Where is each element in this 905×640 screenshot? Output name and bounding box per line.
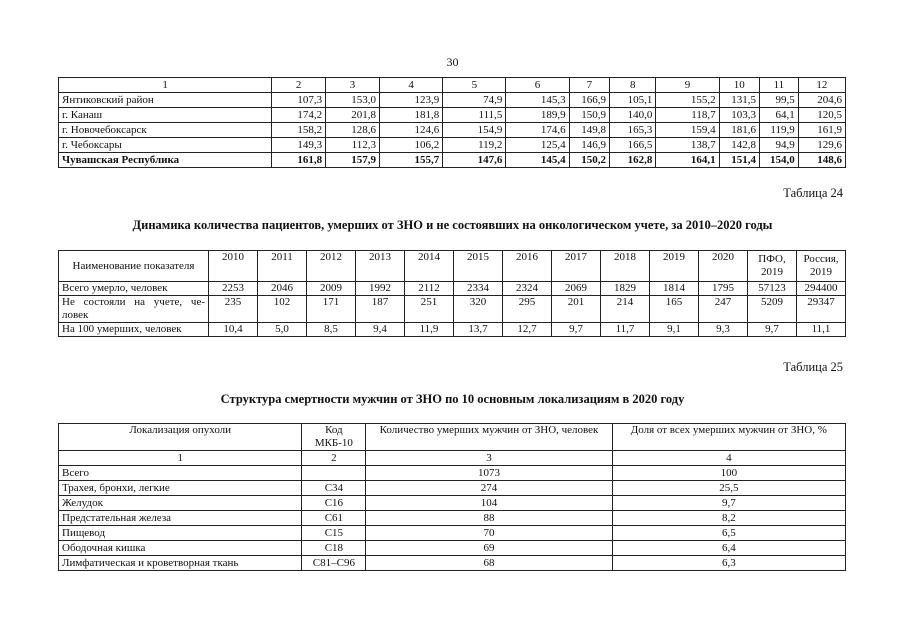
value-cell: 145,3 [506, 93, 569, 108]
header-row [59, 251, 846, 282]
localization-cell: Ободочная кишка [59, 541, 302, 556]
count-cell: 70 [366, 526, 612, 541]
column-header-cell: 2016 [503, 251, 552, 282]
share-cell: 9,7 [612, 496, 845, 511]
value-cell: 102 [258, 296, 307, 323]
value-cell: 214 [601, 296, 650, 323]
value-cell: 295 [503, 296, 552, 323]
value-cell: 57123 [748, 282, 797, 296]
column-header-cell: 2010 [209, 251, 258, 282]
row-label-cell: г. Чебоксары [59, 138, 272, 153]
value-cell: 294400 [797, 282, 846, 296]
table-25-label: Таблица 25 [783, 360, 843, 374]
count-cell: 1073 [366, 466, 612, 481]
value-cell: 9,4 [356, 323, 405, 337]
value-cell: 166,5 [610, 138, 656, 153]
value-cell: 118,7 [656, 108, 719, 123]
count-cell: 104 [366, 496, 612, 511]
value-cell: 119,2 [443, 138, 506, 153]
value-cell: 235 [209, 296, 258, 323]
column-number-cell: 4 [612, 451, 845, 466]
value-cell: 112,3 [326, 138, 380, 153]
value-cell: 128,6 [326, 123, 380, 138]
column-number-cell: 8 [610, 78, 656, 93]
value-cell: 157,9 [326, 153, 380, 168]
value-cell: 142,8 [719, 138, 759, 153]
share-cell: 100 [612, 466, 845, 481]
value-cell: 9,1 [650, 323, 699, 337]
value-cell: 174,6 [506, 123, 569, 138]
row-label-cell: Не состояли на учете, че-ловек [59, 296, 209, 323]
value-cell: 9,3 [699, 323, 748, 337]
column-header-cell: 2017 [552, 251, 601, 282]
total-row [59, 153, 846, 168]
value-cell: 140,0 [610, 108, 656, 123]
value-cell: 251 [405, 296, 454, 323]
count-cell: 88 [366, 511, 612, 526]
row-label-cell: На 100 умерших, человек [59, 323, 209, 337]
table-row [59, 93, 846, 108]
column-number-cell: 10 [719, 78, 759, 93]
value-cell: 2334 [454, 282, 503, 296]
value-cell: 124,6 [379, 123, 442, 138]
value-cell: 165 [650, 296, 699, 323]
value-cell: 2009 [307, 282, 356, 296]
value-cell: 181,6 [719, 123, 759, 138]
row-label-cell: Чувашская Республика [59, 153, 272, 168]
column-number-cell: 1 [59, 78, 272, 93]
value-cell: 103,3 [719, 108, 759, 123]
value-cell: 159,4 [656, 123, 719, 138]
column-number-cell: 1 [59, 451, 302, 466]
value-cell: 155,7 [379, 153, 442, 168]
value-cell: 12,7 [503, 323, 552, 337]
column-header-cell: Доля от всех умерших мужчин от ЗНО, % [612, 424, 845, 451]
column-header-cell: 2018 [601, 251, 650, 282]
column-header-cell: 2020 [699, 251, 748, 282]
share-cell: 6,5 [612, 526, 845, 541]
value-cell: 181,8 [379, 108, 442, 123]
value-cell: 145,4 [506, 153, 569, 168]
value-cell: 125,4 [506, 138, 569, 153]
value-cell: 64,1 [760, 108, 799, 123]
value-cell: 201 [552, 296, 601, 323]
header-row [59, 424, 846, 451]
value-cell: 146,9 [569, 138, 609, 153]
table-row [59, 296, 846, 323]
value-cell: 165,3 [610, 123, 656, 138]
column-header-cell: Наименование показателя [59, 251, 209, 282]
table-25-title: Структура смертности мужчин от ЗНО по 10 основным локализациям в 2020 году [220, 392, 685, 406]
value-cell: 158,2 [272, 123, 326, 138]
localization-cell: Трахея, бронхи, легкие [59, 481, 302, 496]
value-cell: 161,9 [798, 123, 845, 138]
share-cell: 25,5 [612, 481, 845, 496]
row-label-cell: г. Канаш [59, 108, 272, 123]
table-24-label: Таблица 24 [783, 186, 843, 200]
value-cell: 154,0 [760, 153, 799, 168]
column-number-cell: 3 [326, 78, 380, 93]
share-cell: 6,4 [612, 541, 845, 556]
value-cell: 189,9 [506, 108, 569, 123]
table-row [59, 511, 846, 526]
table-row [59, 541, 846, 556]
column-header-cell: Россия, 2019 [797, 251, 846, 282]
value-cell: 2324 [503, 282, 552, 296]
value-cell: 105,1 [610, 93, 656, 108]
share-cell: 8,2 [612, 511, 845, 526]
value-cell: 161,8 [272, 153, 326, 168]
table-row [59, 123, 846, 138]
table-continued [58, 77, 846, 168]
value-cell: 147,6 [443, 153, 506, 168]
table-row [59, 526, 846, 541]
column-header-cell: 2012 [307, 251, 356, 282]
localization-cell: Предстательная железа [59, 511, 302, 526]
value-cell: 94,9 [760, 138, 799, 153]
column-header-cell: 2013 [356, 251, 405, 282]
value-cell: 149,3 [272, 138, 326, 153]
page-number: 30 [446, 55, 459, 69]
value-cell: 171 [307, 296, 356, 323]
value-cell: 11,7 [601, 323, 650, 337]
value-cell: 2046 [258, 282, 307, 296]
value-cell: 107,3 [272, 93, 326, 108]
value-cell: 119,9 [760, 123, 799, 138]
value-cell: 106,2 [379, 138, 442, 153]
table-row [59, 556, 846, 571]
value-cell: 1814 [650, 282, 699, 296]
localization-cell: Пищевод [59, 526, 302, 541]
value-cell: 1795 [699, 282, 748, 296]
value-cell: 151,4 [719, 153, 759, 168]
value-cell: 204,6 [798, 93, 845, 108]
value-cell: 150,2 [569, 153, 609, 168]
column-number-cell: 9 [656, 78, 719, 93]
icd-code-cell: С18 [302, 541, 366, 556]
value-cell: 247 [699, 296, 748, 323]
value-cell: 154,9 [443, 123, 506, 138]
value-cell: 8,5 [307, 323, 356, 337]
value-cell: 138,7 [656, 138, 719, 153]
value-cell: 2253 [209, 282, 258, 296]
value-cell: 131,5 [719, 93, 759, 108]
row-label-cell: Янтиковский район [59, 93, 272, 108]
value-cell: 187 [356, 296, 405, 323]
column-header-cell: Количество умерших мужчин от ЗНО, человек [366, 424, 612, 451]
value-cell: 9,7 [748, 323, 797, 337]
column-header-cell: ПФО, 2019 [748, 251, 797, 282]
value-cell: 74,9 [443, 93, 506, 108]
column-number-cell: 3 [366, 451, 612, 466]
table-row [59, 496, 846, 511]
table-row [59, 138, 846, 153]
table-24-title: Динамика количества пациентов, умерших от ЗНО и не состоявших на онкологическом учете, за 2010–2020 годы [132, 218, 773, 232]
table-24 [58, 250, 846, 337]
value-cell: 162,8 [610, 153, 656, 168]
value-cell: 149,8 [569, 123, 609, 138]
value-cell: 120,5 [798, 108, 845, 123]
column-header-cell: 2014 [405, 251, 454, 282]
icd-code-cell: С34 [302, 481, 366, 496]
column-number-row [59, 451, 846, 466]
value-cell: 164,1 [656, 153, 719, 168]
value-cell: 150,9 [569, 108, 609, 123]
icd-code-cell [302, 466, 366, 481]
value-cell: 10,4 [209, 323, 258, 337]
value-cell: 9,7 [552, 323, 601, 337]
value-cell: 320 [454, 296, 503, 323]
table-25 [58, 423, 846, 571]
table-row [59, 282, 846, 296]
value-cell: 201,8 [326, 108, 380, 123]
icd-code-cell: С15 [302, 526, 366, 541]
icd-code-cell: С81–С96 [302, 556, 366, 571]
value-cell: 5,0 [258, 323, 307, 337]
column-header-cell: Локализация опухоли [59, 424, 302, 451]
column-number-cell: 11 [760, 78, 799, 93]
value-cell: 111,5 [443, 108, 506, 123]
value-cell: 2112 [405, 282, 454, 296]
column-number-cell: 2 [302, 451, 366, 466]
count-cell: 68 [366, 556, 612, 571]
column-number-cell: 2 [272, 78, 326, 93]
table-row [59, 323, 846, 337]
count-cell: 69 [366, 541, 612, 556]
value-cell: 29347 [797, 296, 846, 323]
header-row [59, 78, 846, 93]
value-cell: 155,2 [656, 93, 719, 108]
value-cell: 99,5 [760, 93, 799, 108]
localization-cell: Всего [59, 466, 302, 481]
share-cell: 6,3 [612, 556, 845, 571]
column-number-cell: 6 [506, 78, 569, 93]
value-cell: 1992 [356, 282, 405, 296]
value-cell: 129,6 [798, 138, 845, 153]
column-header-cell: 2019 [650, 251, 699, 282]
value-cell: 11,9 [405, 323, 454, 337]
value-cell: 166,9 [569, 93, 609, 108]
table-row [59, 108, 846, 123]
column-number-cell: 7 [569, 78, 609, 93]
column-number-cell: 5 [443, 78, 506, 93]
value-cell: 153,0 [326, 93, 380, 108]
icd-code-cell: С16 [302, 496, 366, 511]
column-number-cell: 12 [798, 78, 845, 93]
icd-code-cell: С61 [302, 511, 366, 526]
value-cell: 5209 [748, 296, 797, 323]
column-header-cell: 2015 [454, 251, 503, 282]
count-cell: 274 [366, 481, 612, 496]
table-row [59, 466, 846, 481]
value-cell: 174,2 [272, 108, 326, 123]
column-header-cell: Код МКБ-10 [302, 424, 366, 451]
value-cell: 13,7 [454, 323, 503, 337]
table-row [59, 481, 846, 496]
value-cell: 2069 [552, 282, 601, 296]
value-cell: 1829 [601, 282, 650, 296]
column-number-cell: 4 [379, 78, 442, 93]
localization-cell: Лимфатическая и кроветворная ткань [59, 556, 302, 571]
column-header-cell: 2011 [258, 251, 307, 282]
row-label-cell: Всего умерло, человек [59, 282, 209, 296]
value-cell: 148,6 [798, 153, 845, 168]
value-cell: 11,1 [797, 323, 846, 337]
localization-cell: Желудок [59, 496, 302, 511]
value-cell: 123,9 [379, 93, 442, 108]
row-label-cell: г. Новочебоксарск [59, 123, 272, 138]
